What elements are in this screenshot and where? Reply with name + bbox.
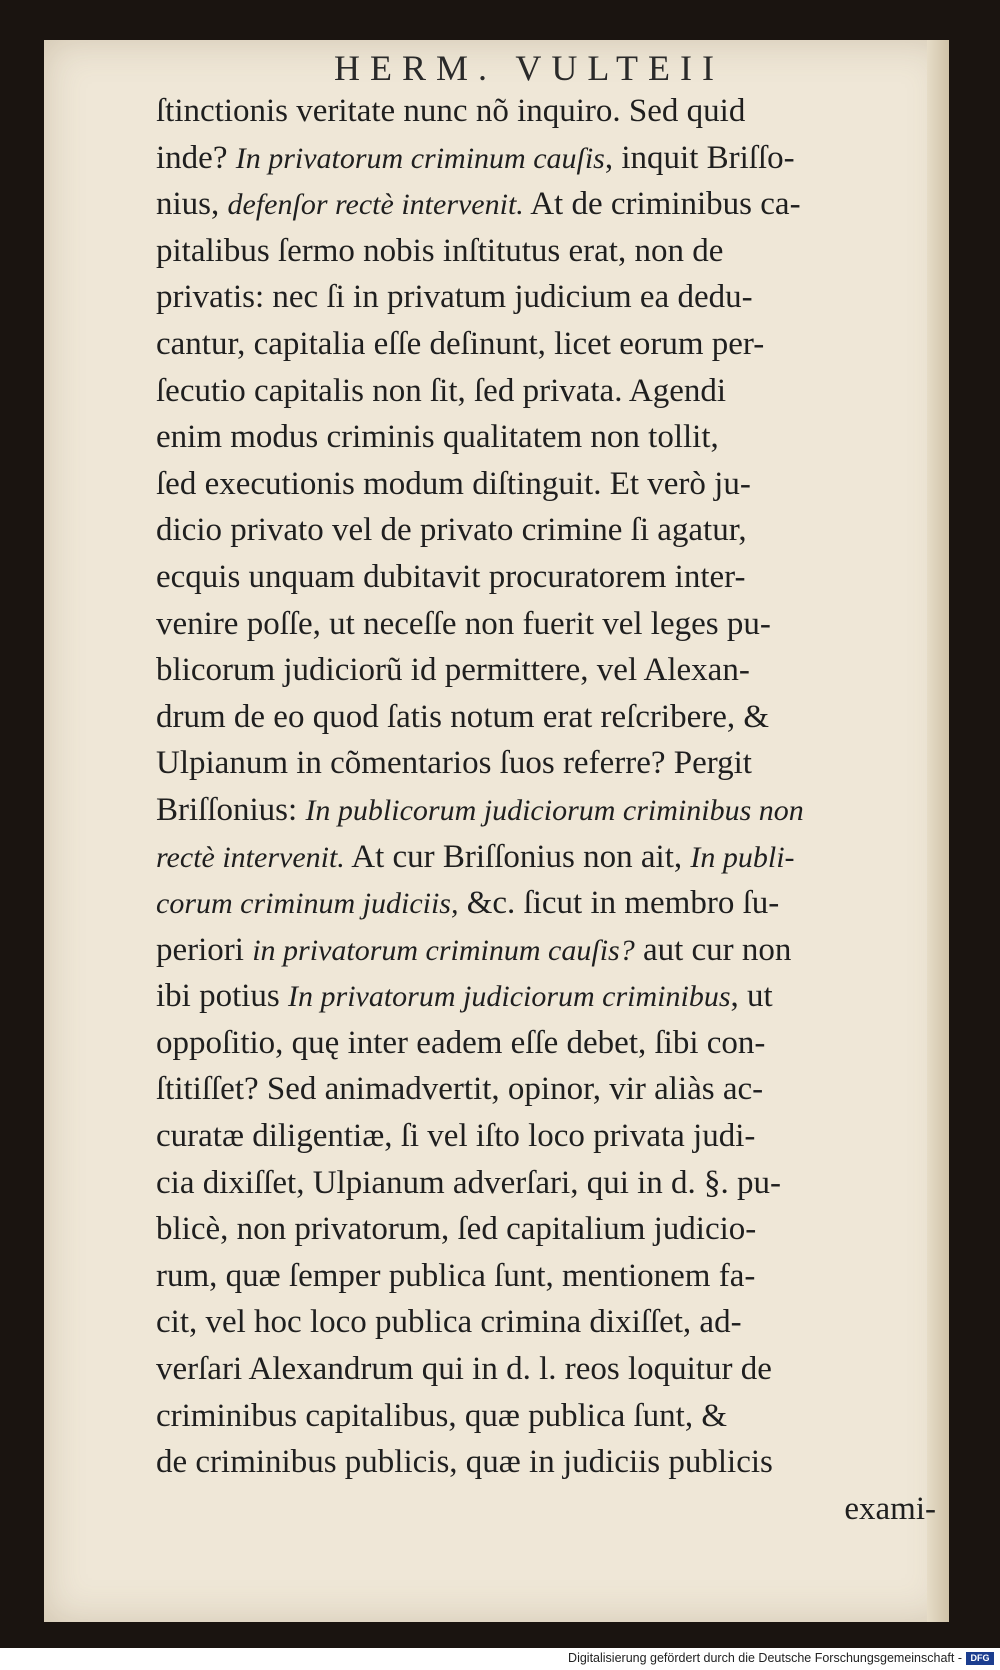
text-run: ſed executionis modum diſtinguit. Et verò ju- xyxy=(156,465,751,502)
text-line xyxy=(156,135,956,182)
text-run: venire poſſe, ut neceſſe non fuerit vel leges pu- xyxy=(156,605,771,642)
text-run: Briſſonius: xyxy=(156,791,306,828)
text-run: blicè, non privatorum, ſed capitalium judicio- xyxy=(156,1211,757,1248)
text-run: cia dixiſſet, Ulpianum adverſari, qui in d. §. pu- xyxy=(156,1164,782,1201)
footer-bar xyxy=(0,1648,1000,1670)
italic-run: corum criminum judiciis, xyxy=(156,887,459,921)
text-line xyxy=(156,461,956,508)
text-run: pitalibus ſermo nobis inſtitutus erat, non de xyxy=(156,232,724,269)
text-line xyxy=(156,181,956,228)
text-line xyxy=(156,554,956,601)
text-line xyxy=(156,1020,956,1067)
text-line xyxy=(156,740,956,787)
text-run: criminibus capitalibus, quæ publica ſunt, & xyxy=(156,1397,728,1434)
text-line xyxy=(156,1253,956,1300)
text-run: privatis: nec ſi in privatum judicium ea dedu- xyxy=(156,279,753,316)
text-run: &c. ſicut in membro ſu- xyxy=(458,885,780,922)
italic-run: In publicorum judiciorum criminibus non xyxy=(305,793,804,827)
italic-run: rectè intervenit. xyxy=(156,840,345,874)
text-run: de criminibus publicis, quæ in judiciis publicis xyxy=(156,1444,773,1481)
text-line xyxy=(156,228,956,275)
text-line xyxy=(156,927,956,974)
text-line xyxy=(156,694,956,741)
text-run: nius, xyxy=(156,186,228,223)
italic-run: In publi- xyxy=(690,840,795,874)
text-run: inde? xyxy=(156,139,236,176)
text-line xyxy=(156,973,956,1020)
text-run: ſtinctionis veritate nunc nõ inquiro. Sed quid xyxy=(156,93,746,129)
italic-run: In privatorum judiciorum criminibus xyxy=(288,980,731,1014)
book-page xyxy=(44,40,949,1622)
text-run: Ulpianum in cõmentarios ſuos referre? Pergit xyxy=(156,745,752,782)
digitization-credit: Digitalisierung gefördert durch die Deutsche Forschungsgemeinschaft - xyxy=(568,1651,962,1665)
text-run: curatæ diligentiæ, ſi vel iſto loco privata judi- xyxy=(156,1118,756,1155)
text-line xyxy=(156,1346,956,1393)
text-run: At cur Briſſonius non ait, xyxy=(344,838,691,875)
text-line xyxy=(156,414,956,461)
text-run: aut cur non xyxy=(634,931,792,968)
text-line xyxy=(156,88,956,135)
text-run: cit, vel hoc loco publica crimina dixiſſet, ad- xyxy=(156,1304,742,1341)
text-line xyxy=(156,368,956,415)
text-line xyxy=(156,834,956,881)
text-run: rum, quæ ſemper publica ſunt, mentionem fa- xyxy=(156,1257,756,1294)
text-run: cantur, capitalia eſſe deſinunt, licet eorum per- xyxy=(156,325,765,362)
text-line xyxy=(156,507,956,554)
text-line xyxy=(156,1113,956,1160)
text-run: drum de eo quod ſatis notum erat reſcribere, & xyxy=(156,698,770,735)
text-run: At de criminibus ca- xyxy=(523,186,801,223)
dfg-logo-icon: DFG xyxy=(966,1652,994,1665)
text-line xyxy=(156,647,956,694)
text-run: blicorum judiciorũ id permittere, vel Alexan- xyxy=(156,652,750,689)
text-line xyxy=(156,1206,956,1253)
text-line xyxy=(156,1299,956,1346)
body-text xyxy=(156,88,956,1532)
text-line xyxy=(156,1066,956,1113)
italic-run: in privatorum criminum cauſis? xyxy=(252,933,635,967)
text-line xyxy=(156,880,956,927)
text-line xyxy=(156,274,956,321)
text-run: ſecutio capitalis non ſit, ſed privata. Agendi xyxy=(156,372,727,409)
text-line xyxy=(156,601,956,648)
text-line xyxy=(156,1160,956,1207)
text-run: ſtitiſſet? Sed animadvertit, opinor, vir aliàs ac- xyxy=(156,1071,764,1108)
text-run: oppoſitio, quę inter eadem eſſe debet, ſibi con- xyxy=(156,1024,766,1061)
text-line xyxy=(156,1439,956,1486)
running-head: HERM. VULTEII xyxy=(334,50,724,88)
text-run: enim modus criminis qualitatem non tollit, xyxy=(156,419,719,456)
text-run: , ut xyxy=(730,978,773,1015)
text-run: ecquis unquam dubitavit procuratorem inter- xyxy=(156,558,746,595)
text-run: , inquit Briſſo- xyxy=(604,139,795,176)
text-line xyxy=(156,321,956,368)
text-line xyxy=(156,1393,956,1440)
text-run: verſari Alexandrum qui in d. l. reos loquitur de xyxy=(156,1351,772,1388)
catchword: exami- xyxy=(844,1490,936,1527)
text-run: periori xyxy=(156,931,253,968)
italic-run: In privatorum criminum cauſis xyxy=(235,141,605,175)
italic-run: defenſor rectè intervenit. xyxy=(227,188,524,222)
text-line xyxy=(156,787,956,834)
text-run: ibi potius xyxy=(156,978,289,1015)
text-run: dicio privato vel de privato crimine ſi agatur, xyxy=(156,512,747,549)
